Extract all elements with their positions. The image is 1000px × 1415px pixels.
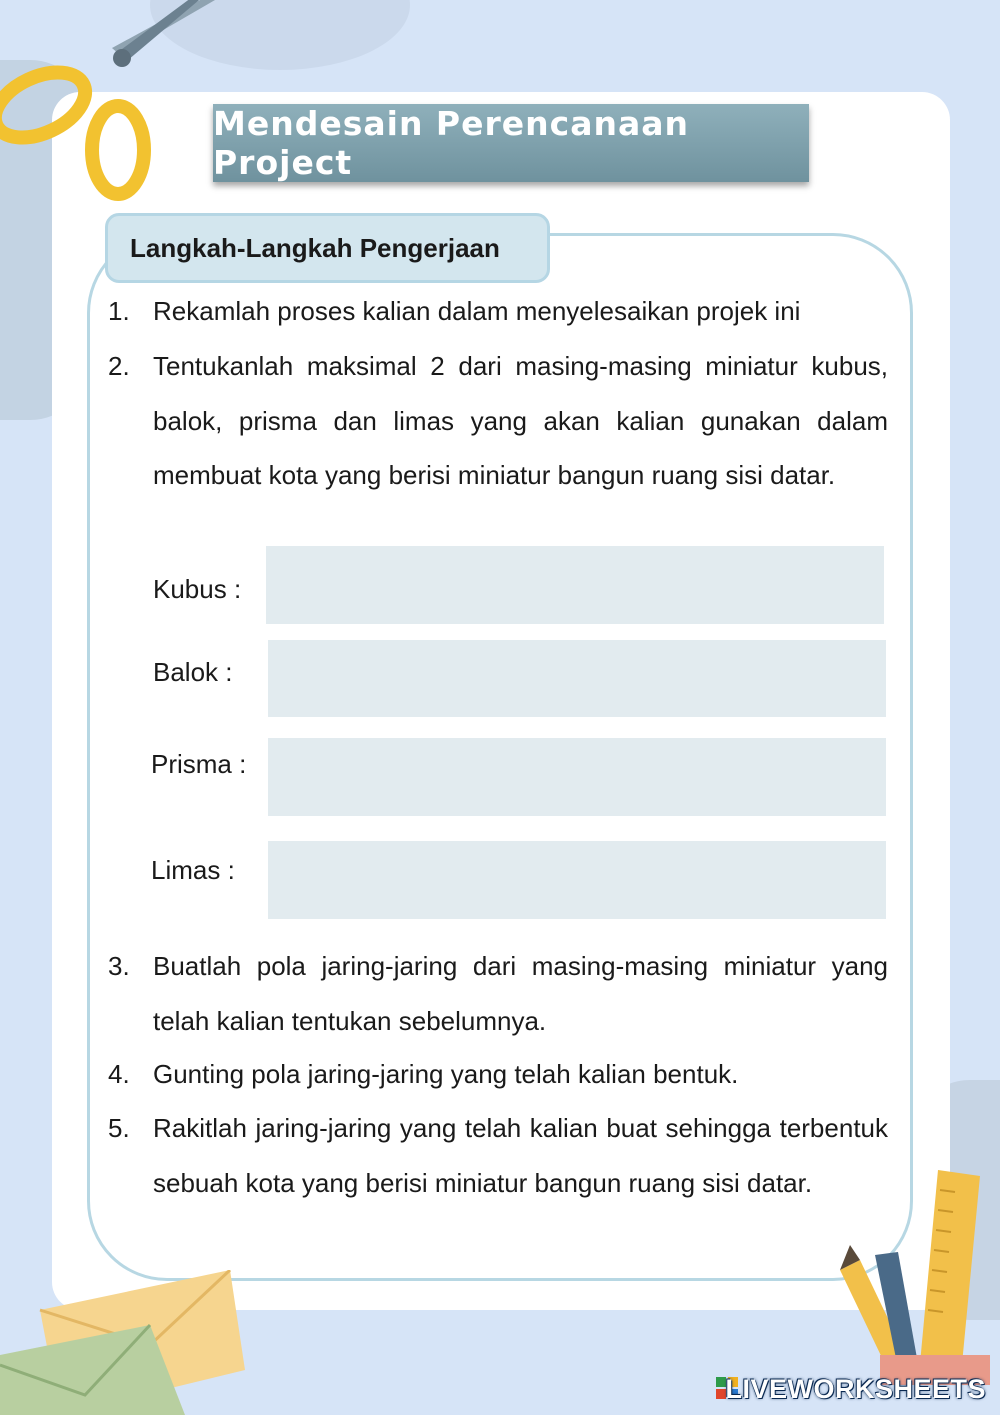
ruler-pencil-icon <box>820 1160 1000 1385</box>
kubus-answer-field[interactable] <box>266 546 884 624</box>
page-title: Mendesain Perencanaan Project <box>213 104 809 182</box>
list-item <box>108 339 888 503</box>
balok-label: Balok : <box>153 657 233 687</box>
kubus-label: Kubus : <box>153 574 242 604</box>
step-number: 3. <box>108 951 130 981</box>
section-heading <box>105 213 550 283</box>
prisma-answer-field[interactable] <box>268 738 886 816</box>
prisma-label: Prisma : <box>151 749 247 779</box>
watermark: LIVEWORKSHEETS <box>725 1374 986 1404</box>
step-text: Rakitlah jaring-jaring yang telah kalian buat sehingga terbentuk sebuah kota yang berisi miniatur bangun ruang sisi datar. <box>153 1113 888 1198</box>
step-number: 1. <box>108 296 130 326</box>
envelope-icon <box>0 1270 250 1415</box>
step-text: Tentukanlah maksimal 2 dari masing-masing miniatur kubus, balok, prisma dan limas yang akan kalian gunakan dalam membuat kota yang berisi miniatur bangun ruang sisi datar. <box>153 351 888 490</box>
list-item <box>108 939 888 1048</box>
step-text: Rekamlah proses kalian dalam menyelesaikan projek ini <box>153 296 801 326</box>
step-number: 5. <box>108 1113 130 1143</box>
limas-answer-field[interactable] <box>268 841 886 919</box>
list-item <box>108 1047 888 1102</box>
list-item <box>108 284 888 339</box>
section-heading-text: Langkah-Langkah Pengerjaan <box>130 232 500 263</box>
limas-label: Limas : <box>151 855 235 885</box>
list-item <box>108 1101 888 1210</box>
step-number: 4. <box>108 1059 130 1089</box>
step-text: Gunting pola jaring-jaring yang telah kalian bentuk. <box>153 1059 739 1089</box>
step-text: Buatlah pola jaring-jaring dari masing-masing miniatur yang telah kalian tentukan sebelumnya. <box>153 951 888 1036</box>
scissors-icon <box>0 0 220 210</box>
balok-answer-field[interactable] <box>268 640 886 717</box>
step-number: 2. <box>108 351 130 381</box>
